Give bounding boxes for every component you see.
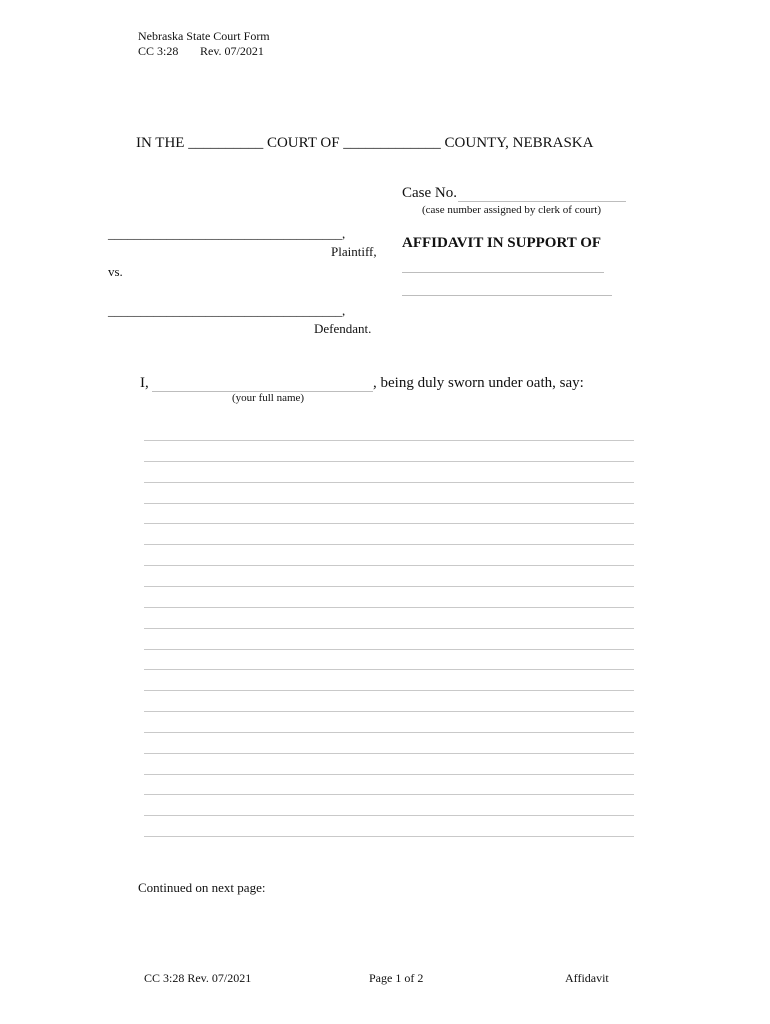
statement-line-field[interactable]: [144, 506, 634, 524]
title-field-2[interactable]: [402, 277, 612, 295]
statement-line-field[interactable]: [144, 736, 634, 754]
form-code: CC 3:28: [138, 44, 179, 58]
full-name-field[interactable]: [152, 374, 373, 392]
defendant-name-line[interactable]: ____________________________________,: [108, 303, 346, 318]
case-number-field[interactable]: [458, 184, 626, 202]
statement-line-field[interactable]: [144, 798, 634, 816]
statement-line-field[interactable]: [144, 423, 634, 441]
full-name-hint: (your full name): [232, 392, 305, 404]
statement-line-field[interactable]: [144, 548, 634, 566]
title-underline-2: [402, 295, 612, 296]
form-revision: Rev. 07/2021: [200, 44, 264, 58]
statement-line-field[interactable]: [144, 465, 634, 483]
title-field-1[interactable]: [402, 254, 604, 272]
statement-line-field[interactable]: [144, 632, 634, 650]
statement-line-field[interactable]: [144, 673, 634, 691]
oath-prefix: I,: [140, 375, 149, 391]
statement-line-field[interactable]: [144, 444, 634, 462]
form-name: Nebraska State Court Form: [138, 29, 270, 43]
plaintiff-name-line[interactable]: ____________________________________,: [108, 226, 346, 241]
footer-doc-type: Affidavit: [565, 971, 609, 985]
statement-line-field[interactable]: [144, 777, 634, 795]
statement-line-field[interactable]: [144, 590, 634, 608]
versus-label: vs.: [108, 264, 123, 279]
statement-line-field[interactable]: [144, 819, 634, 837]
statement-line-field[interactable]: [144, 652, 634, 670]
statement-line-field[interactable]: [144, 757, 634, 775]
statement-line-field[interactable]: [144, 569, 634, 587]
footer-page-number: Page 1 of 2: [369, 971, 424, 985]
statement-line-field[interactable]: [144, 694, 634, 712]
title-underline-1: [402, 272, 604, 273]
footer-form-rev: CC 3:28 Rev. 07/2021: [144, 971, 252, 985]
case-number-label: Case No.: [402, 185, 457, 201]
affidavit-title: AFFIDAVIT IN SUPPORT OF: [402, 235, 602, 251]
defendant-label: Defendant.: [314, 321, 372, 336]
continued-note: Continued on next page:: [138, 880, 266, 895]
statement-line-field[interactable]: [144, 527, 634, 545]
oath-text: , being duly sworn under oath, say:: [373, 375, 584, 391]
statement-line-field[interactable]: [144, 486, 634, 504]
statement-line-field[interactable]: [144, 611, 634, 629]
case-number-note: (case number assigned by clerk of court): [422, 204, 601, 216]
statement-line-field[interactable]: [144, 715, 634, 733]
court-heading: IN THE __________ COURT OF _____________ COUNTY, NEBRASKA: [136, 135, 594, 151]
plaintiff-label: Plaintiff,: [331, 244, 377, 259]
